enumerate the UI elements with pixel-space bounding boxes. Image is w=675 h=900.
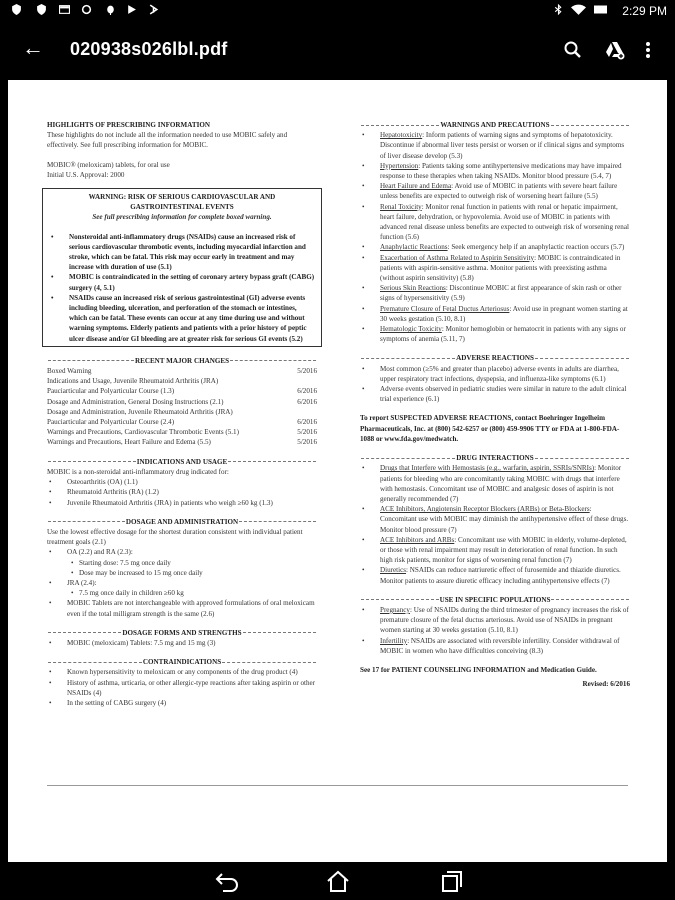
list-item: • Osteoarthritis (OA) (1.1) <box>47 477 317 487</box>
list-item <box>360 504 630 535</box>
section-header-dosage <box>47 517 317 527</box>
image-icon <box>59 4 70 15</box>
change-date: 6/2016 <box>297 418 317 427</box>
item-text: : Avoid use of MOBIC in patients with severe heart failure unless benefits are expected to outweigh risk of worsening heart failure (5.5) <box>380 182 618 201</box>
boxed-warning <box>42 188 322 347</box>
list-item: • MOBIC is contraindicated in the setting of coronary artery bypass graft (CABG) surgery (4, 5.1) <box>49 272 315 292</box>
item-term: Hypertension <box>380 161 419 170</box>
right-column <box>360 120 630 689</box>
change-date: 5/2016 <box>297 367 317 376</box>
item-text: : NSAIDs can reduce natriuretic effect of furosemide and thiazide diuretics. Monitor patients to assure diuretic efficacy including antihypertensive effects (7) <box>380 566 621 585</box>
item-text: : NSAIDs are associated with reversible infertility. Consider withdrawal of MOBIC in women who have difficulties conceiving (8.3) <box>380 636 620 655</box>
item-term: Hematologic Toxicity <box>380 325 442 334</box>
section-header-contraindications <box>47 657 317 667</box>
app-bar <box>0 22 675 80</box>
sync-icon <box>81 4 92 15</box>
sub-list-item: • 7.5 mg once daily in children ≥60 kg <box>67 588 317 598</box>
change-label: Indications and Usage, Juvenile Rheumatoid Arthritis (JRA) <box>47 377 219 386</box>
change-date: 6/2016 <box>297 397 317 406</box>
change-label: Warnings and Precautions, Cardiovascular Thrombotic Events (5.1) <box>47 428 239 437</box>
list-item: • In the setting of CABG surgery (4) <box>47 698 317 708</box>
list-item <box>360 242 630 252</box>
revised-date: Revised: 6/2016 <box>582 680 630 689</box>
item-text: : Concomitant use with MOBIC may diminish the antihypertensive effect of these drugs. Monitor blood pressure (7) <box>380 505 629 534</box>
list-item: • NSAIDs cause an increased risk of serious gastrointestinal (GI) adverse events including bleeding, ulceration, and perforation of the stomach or intestines, which can be fatal. These events can occur at any time during use and without warning symptoms. Elderly patients and patients with a prior history of peptic ulcer disease and/or GI bleeding are at greater risk for serious GI events (5.2) <box>49 293 315 344</box>
sub-list <box>67 558 317 578</box>
sub-list <box>67 588 317 598</box>
item-term: Renal Toxicity <box>380 202 422 211</box>
forms-bullets <box>47 638 317 648</box>
interactions-bullets <box>360 463 630 585</box>
item-term: Premature Closure of Fetal Ductus Arteriosus <box>380 304 510 313</box>
list-item: • MOBIC (meloxicam) Tablets: 7.5 mg and 15 mg (3) <box>47 638 317 648</box>
section-header-indications <box>47 457 317 467</box>
drive-add-icon[interactable] <box>603 38 627 62</box>
boxed-warning-title: WARNING: RISK OF SERIOUS CARDIOVASCULAR AND GASTROINTESTINAL EVENTS <box>88 193 276 212</box>
item-text: : Monitor hemoglobin or hematocrit in patients with any signs or symptoms of anemia (5.11, 7) <box>380 325 626 344</box>
list-item <box>360 605 630 636</box>
highlights-title: HIGHLIGHTS OF PRESCRIBING INFORMATION <box>47 121 210 129</box>
list-item <box>360 130 630 161</box>
section-header-recent-changes <box>47 356 317 366</box>
bluetooth-icon <box>553 4 564 15</box>
interactions-heading: DRUG INTERACTIONS <box>456 454 534 463</box>
list-item: • Rheumatoid Arthritis (RA) (1.2) <box>47 487 317 497</box>
boxed-warning-subtitle: See full prescribing information for complete boxed warning. <box>92 213 272 222</box>
approval-line: Initial U.S. Approval: 2000 <box>47 170 125 179</box>
table-row <box>47 376 317 386</box>
list-item: • Known hypersensitivity to meloxicam or any components of the drug product (4) <box>47 667 317 677</box>
android-icon <box>105 4 116 15</box>
boxed-warning-bullets <box>49 232 315 344</box>
wifi-icon <box>571 4 586 15</box>
list-item: • Nonsteroidal anti-inflammatory drugs (NSAIDs) cause an increased risk of serious cardiovascular thrombotic events, including myocardial infarction and stroke, which can be fatal. This risk may occur early in treatment and may increase with duration of use (5.1) <box>49 232 315 273</box>
list-item <box>360 283 630 303</box>
item-term: ACE Inhibitors, Angiotensin Receptor Blockers (ARBs) or Beta-Blockers <box>380 505 590 514</box>
status-bar <box>0 0 675 22</box>
back-icon[interactable] <box>214 869 240 893</box>
item-text: : MOBIC is contraindicated in patients with aspirin-sensitive asthma. Monitor patients with preexisting asthma (without aspirin sensitivity) (5.8) <box>380 253 621 283</box>
item-text: : Concomitant use with MOBIC in elderly, volume-depleted, or those with renal impairment may result in deterioration of renal function. In such high risk patients, monitor for signs of worsening renal function (7) <box>380 535 627 565</box>
page-bottom-rule <box>47 785 628 786</box>
recent-changes-table <box>47 366 317 448</box>
list-item <box>360 161 630 181</box>
arrow-left-icon[interactable]: ← <box>22 35 44 60</box>
change-label: Boxed Warning <box>47 367 92 376</box>
indications-bullets <box>47 477 317 508</box>
list-item: • Most common (≥5% and greater than placebo) adverse events in adults are diarrhea, upper respiratory tract infections, dyspepsia, and influenza-like symptoms (6.1) <box>360 364 630 384</box>
list-item <box>47 598 317 618</box>
list-item <box>360 181 630 201</box>
item-text: : Use of NSAIDs during the third trimester of pregnancy increases the risk of premature closure of the fetal ductus arteriosus. Avoid use of NSAIDs in pregnant women starting at 30 weeks gestation (5.10, 8.1) <box>380 605 629 635</box>
adverse-bullets <box>360 364 630 405</box>
item-text: MOBIC Tablets are not interchangeable with approved formulations of oral meloxicam even if the total milligram strength is the same (2.6) <box>67 599 315 618</box>
adverse-heading: ADVERSE REACTIONS <box>456 354 534 363</box>
list-item <box>360 463 630 504</box>
item-text: : Seek emergency help if an anaphylactic reaction occurs (5.7) <box>447 243 625 252</box>
item-term: ACE Inhibitors and ARBs <box>380 535 455 544</box>
contraindications-heading: CONTRAINDICATIONS <box>142 658 222 667</box>
section-header-forms <box>47 628 317 638</box>
product-line: MOBIC® (meloxicam) tablets, for oral use <box>47 160 170 169</box>
indications-intro: MOBIC is a non-steroidal anti-inflammatory drug indicated for: <box>47 467 229 476</box>
item-term: Serious Skin Reactions <box>380 284 446 293</box>
list-item <box>360 565 630 585</box>
change-date: 5/2016 <box>297 438 317 447</box>
table-row <box>47 437 317 447</box>
list-item <box>47 547 317 578</box>
sub-list-item: • Starting dose: 7.5 mg once daily <box>67 558 317 568</box>
item-term: Hepatotoxicity <box>380 131 423 140</box>
change-label: Warnings and Precautions, Heart Failure and Edema (5.5) <box>47 438 211 447</box>
change-label: Pauciarticular and Polyarticular Course (2.4) <box>47 418 175 427</box>
list-item <box>360 304 630 324</box>
item-term: Heart Failure and Edema <box>380 182 452 191</box>
recent-changes-heading: RECENT MAJOR CHANGES <box>134 356 230 365</box>
change-label: Pauciarticular and Polyarticular Course (1.3) <box>47 387 175 396</box>
table-row <box>47 407 317 417</box>
item-text: : Discontinue MOBIC at first appearance of skin rash or other signs of hypersensitivity (5.9) <box>380 284 622 303</box>
report-paragraph: To report SUSPECTED ADVERSE REACTIONS, contact Boehringer Ingelheim Pharmaceuticals, Inc. at (800) 542-6257 or (800) 459-9906 TTY or FDA at 1-800-FDA-1088 or www.fda.gov/medwatch. <box>360 414 620 443</box>
item-term: Infertility <box>380 636 408 645</box>
list-item <box>360 535 630 566</box>
section-header-populations <box>360 595 630 605</box>
contraindications-bullets <box>47 667 317 708</box>
counseling-note: See 17 for PATIENT COUNSELING INFORMATION and Medication Guide. <box>360 665 597 674</box>
item-text: JRA (2.4): <box>67 578 97 587</box>
change-label: Dosage and Administration, General Dosing Instructions (2.1) <box>47 397 224 406</box>
list-item <box>360 202 630 243</box>
dosage-intro: Use the lowest effective dosage for the shortest duration consistent with individual patient treatment goals (2.1) <box>47 527 303 547</box>
list-item <box>360 636 630 656</box>
change-label: Dosage and Administration, Juvenile Rheumatoid Arthritis (JRA) <box>47 407 233 416</box>
table-row <box>47 417 317 427</box>
item-term: Diuretics <box>380 566 407 575</box>
indications-heading: INDICATIONS AND USAGE <box>136 457 228 466</box>
list-item <box>47 578 317 598</box>
home-icon[interactable] <box>325 869 351 893</box>
section-header-interactions <box>360 453 630 463</box>
section-header-warnings <box>360 120 630 130</box>
item-text: : Avoid use in pregnant women starting at 30 weeks gestation (5.10, 8.1) <box>380 304 628 323</box>
table-row <box>47 427 317 437</box>
shield-icon <box>36 4 47 15</box>
item-term: Anaphylactic Reactions <box>380 243 448 252</box>
change-date: 5/2016 <box>297 428 317 437</box>
item-text: : Patients taking some antihypertensive medications may have impaired response to these therapies when taking NSAIDs. Monitor blood pressure (5.4, 7) <box>380 161 622 181</box>
shield-icon <box>11 4 22 15</box>
warnings-heading: WARNINGS AND PRECAUTIONS <box>440 121 550 129</box>
list-item: • Adverse events observed in pediatric studies were similar in nature to the adult clinical trial experience (6.1) <box>360 384 630 404</box>
document-title: 020938s026lbl.pdf <box>70 39 228 59</box>
forms-heading: DOSAGE FORMS AND STRENGTHS <box>122 628 242 637</box>
section-header-adverse <box>360 353 630 363</box>
left-column <box>47 120 317 708</box>
navigation-bar <box>0 862 675 900</box>
item-text: : Inform patients of warning signs and symptoms of hepatotoxicity. Discontinue if abnormal liver tests persist or worsen or if clinical signs and symptoms of liver disease develop (5.3) <box>380 131 625 160</box>
dosage-bullets <box>47 547 317 618</box>
more-vert-icon[interactable] <box>636 38 660 62</box>
item-term: Exacerbation of Asthma Related to Aspirin Sensitivity <box>380 253 535 262</box>
change-date: 6/2016 <box>297 387 317 396</box>
list-item <box>360 324 630 344</box>
item-term: Drugs that Interfere with Hemostasis (e.g., warfarin, aspirin, SSRIs/SNRIs) <box>380 464 595 473</box>
list-item: • History of asthma, urticaria, or other allergic-type reactions after taking aspirin or other NSAIDs (4) <box>47 678 317 698</box>
table-row <box>47 386 317 396</box>
dosage-heading: DOSAGE AND ADMINISTRATION <box>125 517 239 526</box>
item-text: : Monitor renal function in patients with renal or hepatic impairment, heart failure, dehydration, or hypovolemia. Avoid use of MOBIC in patients with advanced renal disease unless benefits are expected to outweigh risk of worsening renal function (5.6) <box>380 202 629 242</box>
list-item <box>360 253 630 284</box>
populations-heading: USE IN SPECIFIC POPULATIONS <box>439 595 551 604</box>
item-term: Pregnancy <box>380 605 410 614</box>
search-icon[interactable] <box>561 38 585 62</box>
list-item: • Juvenile Rheumatoid Arthritis (JRA) in patients who weigh ≥60 kg (1.3) <box>47 498 317 508</box>
highlights-intro: These highlights do not include all the information needed to use MOBIC safely and effectively. See full prescribing information for MOBIC. <box>47 131 288 150</box>
table-row <box>47 397 317 407</box>
download-icon <box>148 4 159 15</box>
sub-list-item: • Dose may be increased to 15 mg once daily <box>67 568 317 578</box>
item-text: : Monitor patients for bleeding who are concomitantly taking MOBIC with drugs that interfere with hemostasis. Concomitant use of MOBIC and analgesic doses of aspirin is not generally recommended (7) <box>380 464 622 503</box>
battery-icon <box>594 4 608 15</box>
item-text: OA (2.2) and RA (2.3): <box>67 548 133 557</box>
populations-bullets <box>360 605 630 656</box>
warnings-bullets <box>360 130 630 344</box>
pdf-page[interactable] <box>8 80 667 862</box>
clock: 2:29 PM <box>622 4 667 18</box>
table-row <box>47 366 317 376</box>
recents-icon[interactable] <box>437 869 463 893</box>
play-store-icon <box>126 4 137 15</box>
